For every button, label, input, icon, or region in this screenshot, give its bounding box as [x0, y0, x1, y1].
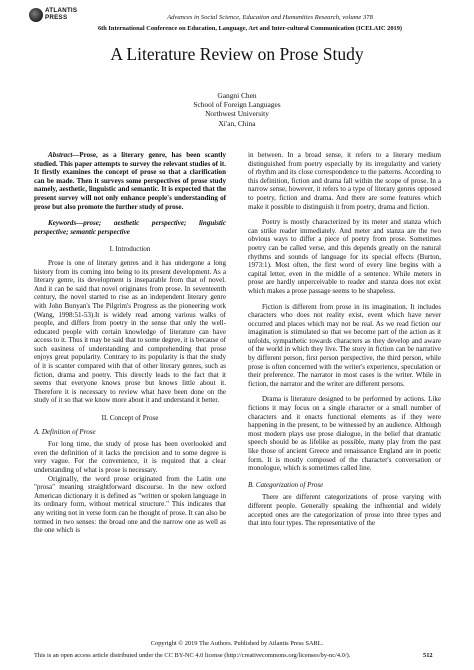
- drama-paragraph: Drama is literature designed to be performed by actions. Like fictions it may focus on a single character or a small number of characters and it enacts functional elements as if they were happening in the present, to be witnessed by an audience. Although most modern plays use prose dialogue, in the belief that dramatic speech should be as lifelike as possible, many play from the past like those of ancient Greece and renaissance England are in poetic form. It is mostly composed of the character's conversation or monologue, which is sometimes called line.: [248, 395, 441, 473]
- definition-paragraph-1: For long time, the study of prose has been overlooked and even the definition of it lacks the precision and to some degree is very vague. For the convenience, it is required that a clear understanding of what is prose is necessary.: [34, 440, 226, 474]
- author-city: Xi'an, China: [218, 118, 256, 128]
- copyright-line: Copyright © 2019 The Authors. Published by Atlantis Press SARL.: [150, 640, 324, 647]
- keywords: Keywords—prose; aesthetic perspective; linguistic perspective; semantic perspective: [34, 219, 226, 236]
- abstract: Abstract—Prose, as a literary genre, has been scantly studied. This paper attempts to survey the relevant studies of it. It firstly examines the concept of prose so that a clarification can be made. Then it surveys some perspectives of prose study namely, aesthetic, linguistic and semantic. It is expected that the present survey will not only enhance people's understanding of prose but also promote the further study of prose.: [34, 151, 226, 211]
- categorization-paragraph: There are different categorizations of prose varying with different people. Generally speaking the influential and widely accepted ones are the categorization of prose into three types and that into four types. The representative of the: [248, 493, 441, 528]
- paper-title: A Literature Review on Prose Study: [110, 44, 364, 64]
- logo-mark-icon: [29, 8, 43, 22]
- page-number: 512: [423, 652, 433, 659]
- section-heading-introduction: I. Introduction: [109, 245, 151, 254]
- conference-line: 6th International Conference on Education, Language, Art and Inter-cultural Communication (ICELAIC 2019): [97, 25, 403, 32]
- subsection-heading-definition: A. Definition of Prose: [34, 427, 96, 436]
- author-block: [0, 91, 474, 128]
- atlantis-press-logo: [29, 7, 78, 38]
- intro-paragraph: Prose is one of literary genres and it has undergone a long history from its coming into being to its present development. As a literary genre, its development is inseparable from that of novel. And it can be said that novel originates from prose. In seventeenth century, the novel started to rise as an independent literary genre with John Bunyan's The Pilgrim's Progress as the pioneering work (Wang, 1998:51-53).It is widely read among various walks of people, and differs from poetry in the sense that only the well-educated people with certain knowledge of literature can have access to it. Thus it may be said that to some degree, it is because of such easiness of understanding and comprehending that prose enjoys great popularity. Contrary to its popularity is that the study of it is scanter compared with that of other literary genres, such as fiction, drama and poetry. This directly leads to the fact that it seems that everyone knows prose but knows little about it. Therefore it is necessary to review what have been done on the study of it so that we know more about it and understand it better.: [34, 258, 226, 405]
- right-paragraph-1: in between. In a broad sense, it refers to a literary medium distinguished from poetry especially by its irregularity and variety of rhythm and its close correspondence to the patterns. According to this definition, fiction and drama fall within the scope of prose. In a narrow sense, however, it refers to a type of literary genres opposed to poetry, fiction and drama. And there are some features which make it possible to distinguish it from poetry, drama and fiction.: [248, 151, 441, 211]
- author-university: Northwest University: [205, 109, 269, 119]
- right-column: [248, 151, 441, 528]
- subsection-heading-categorization: B. Categorization of Prose: [248, 480, 324, 489]
- section-heading-concept: II. Concept of Prose: [101, 414, 159, 423]
- license-line: This is an open access article distributed under the CC BY-NC 4.0 license (http://creativecommons.org/licenses/by-nc/4.0/).: [34, 652, 351, 659]
- journal-line: Advances in Social Science, Education and Humanities Research, volume 378: [167, 14, 373, 21]
- left-column: [34, 151, 226, 535]
- author-name: Gangni Chen: [217, 91, 257, 100]
- poetry-paragraph: Poetry is mostly characterized by its meter and stanza which can strike reader immediately. And meter and stanza are the two obvious ways to differ a piece of poetry from prose. Sometimes poetry can be called verse, and this depends greatly on the natural rhythms and sounds of language for its special effects (Burton, 1973:1). Most often, the first word of every line begins with a capital letter, even in the middle of a sentence. While meters in prose are hardly unperceivable to reader and stanza does not exist which makes a prose passage seems to be shapeless.: [248, 218, 441, 295]
- author-dept: School of Foreign Languages: [193, 100, 281, 110]
- definition-paragraph-2: Originally, the word prose originated from the Latin one "prosa" meaning straightforward discourse. In the new oxford American dictionary it is defined as "written or spoken language in its ordinary form, without metrical structure." This indicates that any writing not in verse form can be thought of prose. It can also be termed in two senses: the broad one and the narrow one as well as the one which is: [34, 474, 226, 535]
- logo-text: ATLANTIS PRESS: [45, 7, 78, 21]
- fiction-paragraph: Fiction is different from prose in its imagination. It includes characters who does not reality exist, event which have never occurred and places which may not be real. As we read fiction our imagination is stimulated so that we become part of the action as it unfolds, sympathetic towards characters as they develop and aware of the world in which they live. The story in fiction can be narrative by different person, first person perspective, the third person, while prose is often concerned with the writer's experience, speculation or their preference. The narrator in most cases is the writer. While in fiction, the narrator and the writer are different persons.: [248, 302, 441, 388]
- page-header: [0, 0, 474, 48]
